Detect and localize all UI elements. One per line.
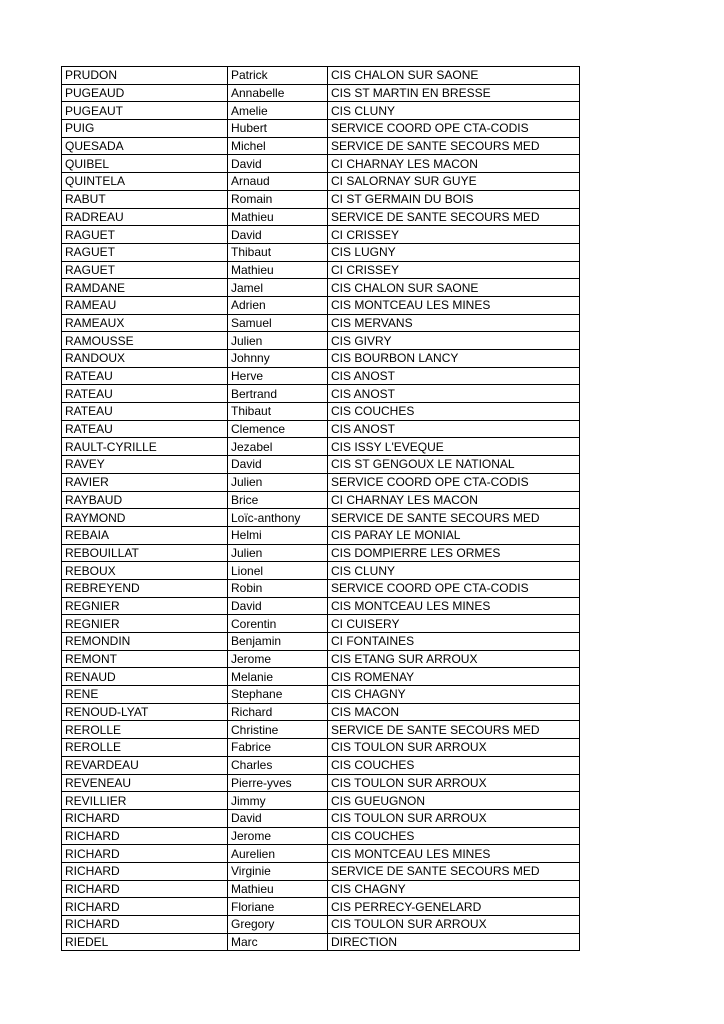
table-row [62, 633, 580, 651]
first-name-cell: Bertrand [228, 385, 328, 403]
first-name-cell: Annabelle [228, 84, 328, 102]
center-cell: CIS GIVRY [328, 332, 580, 350]
last-name-cell: RAYMOND [62, 509, 228, 527]
last-name-cell: RATEAU [62, 385, 228, 403]
last-name-cell: REGNIER [62, 597, 228, 615]
first-name-cell: Jezabel [228, 438, 328, 456]
center-cell: CIS ANOST [328, 420, 580, 438]
first-name-cell: Samuel [228, 314, 328, 332]
table-row [62, 420, 580, 438]
center-cell: CIS MACON [328, 703, 580, 721]
last-name-cell: RENOUD-LYAT [62, 703, 228, 721]
first-name-cell: Amelie [228, 102, 328, 120]
center-cell: CIS ANOST [328, 385, 580, 403]
center-cell: CIS ST MARTIN EN BRESSE [328, 84, 580, 102]
first-name-cell: David [228, 597, 328, 615]
center-cell: CI FONTAINES [328, 633, 580, 651]
last-name-cell: REVENEAU [62, 774, 228, 792]
last-name-cell: REVILLIER [62, 792, 228, 810]
first-name-cell: Gregory [228, 916, 328, 934]
first-name-cell: David [228, 155, 328, 173]
roster-table [61, 66, 580, 951]
last-name-cell: REROLLE [62, 739, 228, 757]
table-row [62, 615, 580, 633]
center-cell: CIS LUGNY [328, 243, 580, 261]
table-row [62, 544, 580, 562]
first-name-cell: Michel [228, 137, 328, 155]
last-name-cell: RICHARD [62, 845, 228, 863]
center-cell: CIS MONTCEAU LES MINES [328, 296, 580, 314]
table-row [62, 916, 580, 934]
table-row [62, 190, 580, 208]
last-name-cell: RAVIER [62, 473, 228, 491]
last-name-cell: QUESADA [62, 137, 228, 155]
center-cell: CIS ST GENGOUX LE NATIONAL [328, 456, 580, 474]
center-cell: CIS TOULON SUR ARROUX [328, 916, 580, 934]
table-row [62, 756, 580, 774]
center-cell: CIS MONTCEAU LES MINES [328, 597, 580, 615]
table-row [62, 226, 580, 244]
center-cell: CIS BOURBON LANCY [328, 350, 580, 368]
last-name-cell: RAYBAUD [62, 491, 228, 509]
first-name-cell: Floriane [228, 898, 328, 916]
last-name-cell: RICHARD [62, 898, 228, 916]
center-cell: CIS ISSY L'EVEQUE [328, 438, 580, 456]
last-name-cell: QUIBEL [62, 155, 228, 173]
center-cell: CIS PARAY LE MONIAL [328, 526, 580, 544]
table-row [62, 367, 580, 385]
first-name-cell: Patrick [228, 67, 328, 85]
first-name-cell: Jimmy [228, 792, 328, 810]
table-row [62, 332, 580, 350]
last-name-cell: PUGEAUT [62, 102, 228, 120]
table-row [62, 739, 580, 757]
last-name-cell: REROLLE [62, 721, 228, 739]
center-cell: CIS TOULON SUR ARROUX [328, 809, 580, 827]
last-name-cell: RAMEAUX [62, 314, 228, 332]
first-name-cell: Johnny [228, 350, 328, 368]
first-name-cell: Aurelien [228, 845, 328, 863]
center-cell: CI SALORNAY SUR GUYE [328, 173, 580, 191]
center-cell: SERVICE DE SANTE SECOURS MED [328, 721, 580, 739]
table-row [62, 279, 580, 297]
center-cell: CIS CHALON SUR SAONE [328, 67, 580, 85]
first-name-cell: Pierre-yves [228, 774, 328, 792]
table-row [62, 862, 580, 880]
table-row [62, 703, 580, 721]
center-cell: CIS CHALON SUR SAONE [328, 279, 580, 297]
first-name-cell: Brice [228, 491, 328, 509]
center-cell: CIS GUEUGNON [328, 792, 580, 810]
center-cell: SERVICE COORD OPE CTA-CODIS [328, 473, 580, 491]
first-name-cell: Arnaud [228, 173, 328, 191]
last-name-cell: RATEAU [62, 367, 228, 385]
table-row [62, 67, 580, 85]
first-name-cell: Hubert [228, 120, 328, 138]
table-row [62, 597, 580, 615]
last-name-cell: PUGEAUD [62, 84, 228, 102]
first-name-cell: Richard [228, 703, 328, 721]
table-row [62, 686, 580, 704]
center-cell: CIS DOMPIERRE LES ORMES [328, 544, 580, 562]
center-cell: CI CRISSEY [328, 261, 580, 279]
center-cell: CIS CHAGNY [328, 686, 580, 704]
table-row [62, 526, 580, 544]
table-row [62, 509, 580, 527]
last-name-cell: RAGUET [62, 261, 228, 279]
first-name-cell: Stephane [228, 686, 328, 704]
first-name-cell: Charles [228, 756, 328, 774]
table-row [62, 809, 580, 827]
last-name-cell: RANDOUX [62, 350, 228, 368]
center-cell: CIS ROMENAY [328, 668, 580, 686]
first-name-cell: Christine [228, 721, 328, 739]
first-name-cell: Herve [228, 367, 328, 385]
center-cell: CI CUISERY [328, 615, 580, 633]
table-row [62, 243, 580, 261]
first-name-cell: Helmi [228, 526, 328, 544]
table-row [62, 721, 580, 739]
center-cell: CI CHARNAY LES MACON [328, 491, 580, 509]
center-cell: CIS TOULON SUR ARROUX [328, 739, 580, 757]
last-name-cell: RAMOUSSE [62, 332, 228, 350]
center-cell: CIS COUCHES [328, 756, 580, 774]
table-row [62, 155, 580, 173]
table-row [62, 350, 580, 368]
last-name-cell: RICHARD [62, 880, 228, 898]
center-cell: CIS COUCHES [328, 827, 580, 845]
center-cell: CIS CHAGNY [328, 880, 580, 898]
table-row [62, 562, 580, 580]
table-row [62, 827, 580, 845]
center-cell: CIS MERVANS [328, 314, 580, 332]
table-row [62, 456, 580, 474]
first-name-cell: Adrien [228, 296, 328, 314]
first-name-cell: Loïc-anthony [228, 509, 328, 527]
last-name-cell: RENE [62, 686, 228, 704]
table-row [62, 898, 580, 916]
last-name-cell: REVARDEAU [62, 756, 228, 774]
table-row [62, 650, 580, 668]
roster-table-body [62, 67, 580, 951]
center-cell: SERVICE DE SANTE SECOURS MED [328, 137, 580, 155]
table-row [62, 208, 580, 226]
last-name-cell: RADREAU [62, 208, 228, 226]
last-name-cell: RAMDANE [62, 279, 228, 297]
table-row [62, 668, 580, 686]
first-name-cell: Robin [228, 579, 328, 597]
center-cell: CIS ETANG SUR ARROUX [328, 650, 580, 668]
center-cell: CI CRISSEY [328, 226, 580, 244]
table-row [62, 491, 580, 509]
center-cell: SERVICE DE SANTE SECOURS MED [328, 862, 580, 880]
center-cell: CI ST GERMAIN DU BOIS [328, 190, 580, 208]
last-name-cell: RICHARD [62, 862, 228, 880]
table-row [62, 173, 580, 191]
first-name-cell: Mathieu [228, 208, 328, 226]
first-name-cell: Clemence [228, 420, 328, 438]
last-name-cell: QUINTELA [62, 173, 228, 191]
last-name-cell: RIEDEL [62, 933, 228, 951]
first-name-cell: Julien [228, 473, 328, 491]
first-name-cell: Fabrice [228, 739, 328, 757]
last-name-cell: RENAUD [62, 668, 228, 686]
table-row [62, 845, 580, 863]
last-name-cell: REBOUX [62, 562, 228, 580]
last-name-cell: RICHARD [62, 827, 228, 845]
center-cell: CIS CLUNY [328, 562, 580, 580]
first-name-cell: David [228, 809, 328, 827]
first-name-cell: Thibaut [228, 243, 328, 261]
table-row [62, 579, 580, 597]
center-cell: CIS MONTCEAU LES MINES [328, 845, 580, 863]
first-name-cell: Julien [228, 544, 328, 562]
center-cell: CIS ANOST [328, 367, 580, 385]
first-name-cell: Marc [228, 933, 328, 951]
last-name-cell: PUIG [62, 120, 228, 138]
table-row [62, 792, 580, 810]
first-name-cell: Mathieu [228, 261, 328, 279]
last-name-cell: RAGUET [62, 226, 228, 244]
first-name-cell: Jerome [228, 827, 328, 845]
first-name-cell: Melanie [228, 668, 328, 686]
first-name-cell: Corentin [228, 615, 328, 633]
table-row [62, 102, 580, 120]
first-name-cell: Julien [228, 332, 328, 350]
last-name-cell: REBOUILLAT [62, 544, 228, 562]
table-row [62, 933, 580, 951]
first-name-cell: Thibaut [228, 403, 328, 421]
table-row [62, 774, 580, 792]
last-name-cell: REMONDIN [62, 633, 228, 651]
last-name-cell: REGNIER [62, 615, 228, 633]
table-row [62, 385, 580, 403]
last-name-cell: RABUT [62, 190, 228, 208]
last-name-cell: RAULT-CYRILLE [62, 438, 228, 456]
center-cell: SERVICE DE SANTE SECOURS MED [328, 208, 580, 226]
table-row [62, 403, 580, 421]
first-name-cell: David [228, 456, 328, 474]
last-name-cell: REMONT [62, 650, 228, 668]
last-name-cell: RATEAU [62, 403, 228, 421]
first-name-cell: Virginie [228, 862, 328, 880]
last-name-cell: RAGUET [62, 243, 228, 261]
first-name-cell: Romain [228, 190, 328, 208]
last-name-cell: RICHARD [62, 916, 228, 934]
table-row [62, 473, 580, 491]
center-cell: SERVICE COORD OPE CTA-CODIS [328, 579, 580, 597]
table-row [62, 880, 580, 898]
center-cell: CIS PERRECY-GENELARD [328, 898, 580, 916]
last-name-cell: PRUDON [62, 67, 228, 85]
center-cell: CIS COUCHES [328, 403, 580, 421]
first-name-cell: Jerome [228, 650, 328, 668]
table-row [62, 296, 580, 314]
first-name-cell: Jamel [228, 279, 328, 297]
last-name-cell: REBAIA [62, 526, 228, 544]
center-cell: SERVICE DE SANTE SECOURS MED [328, 509, 580, 527]
center-cell: DIRECTION [328, 933, 580, 951]
last-name-cell: RATEAU [62, 420, 228, 438]
first-name-cell: David [228, 226, 328, 244]
first-name-cell: Benjamin [228, 633, 328, 651]
table-row [62, 314, 580, 332]
center-cell: SERVICE COORD OPE CTA-CODIS [328, 120, 580, 138]
center-cell: CI CHARNAY LES MACON [328, 155, 580, 173]
table-row [62, 261, 580, 279]
table-row [62, 120, 580, 138]
center-cell: CIS TOULON SUR ARROUX [328, 774, 580, 792]
last-name-cell: RAVEY [62, 456, 228, 474]
table-row [62, 84, 580, 102]
last-name-cell: RICHARD [62, 809, 228, 827]
table-row [62, 137, 580, 155]
first-name-cell: Lionel [228, 562, 328, 580]
first-name-cell: Mathieu [228, 880, 328, 898]
last-name-cell: REBREYEND [62, 579, 228, 597]
center-cell: CIS CLUNY [328, 102, 580, 120]
last-name-cell: RAMEAU [62, 296, 228, 314]
table-row [62, 438, 580, 456]
